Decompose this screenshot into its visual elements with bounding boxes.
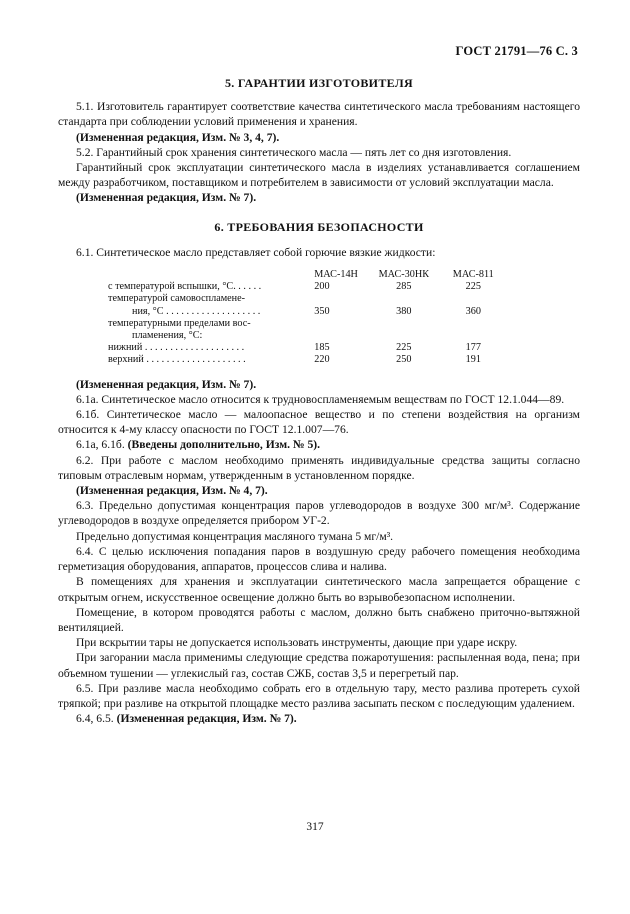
paragraph-6-4-ventilation: Помещение, в котором проводятся работы с маслом, должно быть снабжено приточно-вытяжной вентиляцией. xyxy=(58,605,580,634)
section-6-title: 6. ТРЕБОВАНИЯ БЕЗОПАСНОСТИ xyxy=(214,219,424,234)
row-label: нижний . . . . . . . . . . . . . . . . . . . . xyxy=(108,342,245,354)
amendment-line-6-4-6-5 xyxy=(58,711,580,726)
row-label: пламенения, °С: xyxy=(132,330,203,342)
row-label: ния, °С . . . . . . . . . . . . . . . . . . . xyxy=(132,305,261,317)
table-cell: 250 xyxy=(396,354,412,366)
properties-table xyxy=(108,269,508,367)
amendment-line-6-1ab xyxy=(58,437,580,452)
clause-ref: 6.1а, 6.1б. xyxy=(76,438,125,452)
table-cell: 285 xyxy=(396,281,412,293)
paragraph-6-3-mist: Предельно допустимая концентрация масляного тумана 5 мг/м³. xyxy=(76,529,394,543)
table-header-row xyxy=(108,269,508,281)
table-cell: 225 xyxy=(465,281,481,293)
paragraph-6-1a: 6.1а. Синтетическое масло относится к трудновоспламеняемым веществам по ГОСТ 12.1.044—89. xyxy=(76,392,565,406)
table-row xyxy=(108,354,508,366)
section-5-title: 5. ГАРАНТИИ ИЗГОТОВИТЕЛЯ xyxy=(225,76,413,90)
table-cell: 360 xyxy=(465,305,481,317)
table-row xyxy=(108,281,508,293)
paragraph-6-1: 6.1. Синтетическое масло представляет собой горючие вязкие жидкости: xyxy=(76,245,436,259)
paragraph-5-2: 5.2. Гарантийный срок хранения синтетического масла — пять лет со дня изготовления. xyxy=(76,145,512,159)
table-cell: 185 xyxy=(314,342,330,354)
table-cell: 225 xyxy=(396,342,412,354)
table-row xyxy=(108,318,508,330)
paragraph-6-5: 6.5. При разливе масла необходимо собрать его в отдельную тару, место разлива протереть сухой тряпкой; при разливе на открытой площадке место разлива засыпать песком с последующим удалением. xyxy=(58,681,580,710)
row-label: верхний . . . . . . . . . . . . . . . . . . . . xyxy=(108,354,246,366)
table-cell: 191 xyxy=(465,354,481,366)
amendment-note: (Измененная редакция, Изм. № 7). xyxy=(116,712,297,726)
amendment-note: (Измененная редакция, Изм. № 4, 7). xyxy=(76,484,268,498)
table-cell: 177 xyxy=(465,342,481,354)
row-label: температурой самовоспламене- xyxy=(108,293,246,305)
paragraph-6-3: 6.3. Предельно допустимая концентрация паров углеводородов в воздухе 300 мг/м³. Содержание углеводородов в воздухе определяется прибором УГ-2. xyxy=(58,499,580,528)
page-number: 317 xyxy=(306,821,324,833)
paragraph-5-2-warranty: Гарантийный срок эксплуатации синтетического масла в изделиях устанавливается соглашением между разработчиком, поставщиком и потребителем в зависимости от условий эксплуатации масла. xyxy=(58,161,580,190)
page-header: ГОСТ 21791—76 С. 3 xyxy=(455,44,578,58)
column-header: МАС-811 xyxy=(452,269,494,281)
amendment-note: (Измененная редакция, Изм. № 7). xyxy=(76,377,257,391)
paragraph-6-4: 6.4. С целью исключения попадания паров в воздушную среду рабочего помещения необходима герметизация оборудования, аппаратов, процессов слива и налива. xyxy=(58,544,580,574)
row-label: температурными пределами вос- xyxy=(108,317,251,329)
clause-ref: 6.4, 6.5. xyxy=(76,712,114,726)
page-content xyxy=(58,76,580,726)
column-header: МАС-30НК xyxy=(378,269,429,281)
paragraph-6-2: 6.2. При работе с маслом необходимо применять индивидуальные средства защиты согласно типовым отраслевым нормам, утвержденным в установленном порядке. xyxy=(58,453,580,482)
table-row xyxy=(108,330,508,342)
amendment-note: (Измененная редакция, Изм. № 3, 4, 7). xyxy=(76,130,280,144)
table-cell: 200 xyxy=(314,281,330,293)
table-cell: 380 xyxy=(396,305,412,317)
paragraph-6-4-fire: При загорании масла применимы следующие средства пожаротушения: распыленная вода, пена; при объемном тушении — углекислый газ, состав СЖБ, состав 3,5 и перегретый пар. xyxy=(58,651,580,680)
table-cell: 220 xyxy=(314,354,330,366)
paragraph-6-1b: 6.1б. Синтетическое масло — малоопасное вещество и по степени воздействия на организм относится к 4-му классу опасности по ГОСТ 12.1.007—76. xyxy=(58,408,580,437)
table-cell: 350 xyxy=(314,305,330,317)
table-row xyxy=(108,342,508,354)
amendment-note: (Измененная редакция, Изм. № 7). xyxy=(76,191,257,205)
column-header: МАС-14Н xyxy=(314,269,358,281)
table-row xyxy=(108,306,508,318)
amendment-note: (Введены дополнительно, Изм. № 5). xyxy=(127,438,321,452)
paragraph-5-1: 5.1. Изготовитель гарантирует соответствие качества синтетического масла требованиям настоящего стандарта при соблюдении условий применения и хранения. xyxy=(58,100,580,129)
row-label: с температурой вспышки, °С. . . . . . xyxy=(108,281,262,293)
paragraph-6-4-tools: При вскрытии тары не допускается использовать инструменты, дающие при ударе искру. xyxy=(76,636,518,650)
paragraph-6-4-storage: В помещениях для хранения и эксплуатации синтетического масла запрещается обращение с открытым огнем, искусственное освещение должно быть во взрывобезопасном исполнении. xyxy=(58,575,580,604)
table-row xyxy=(108,293,508,305)
